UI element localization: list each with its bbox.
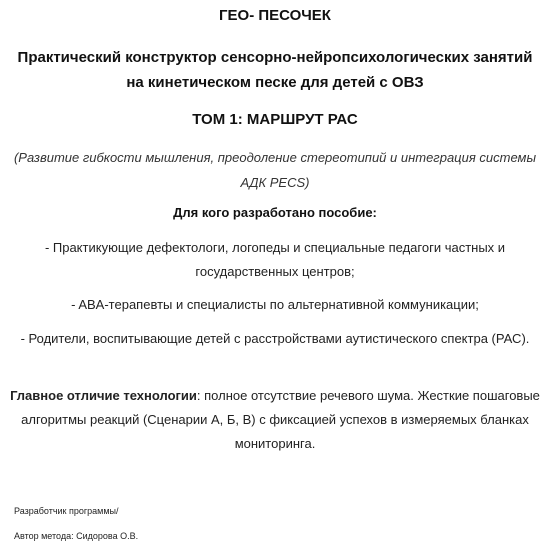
description-text: (Развитие гибкости мышления, преодоление стереотипий и интеграция системы АДК PECS): [13, 150, 537, 190]
main-difference-paragraph: [8, 384, 542, 456]
document-subtitle: Практический конструктор сенсорно-нейропсихологических занятий на кинетическом песке для детей с ОВЗ: [17, 49, 533, 91]
audience-item: - Родители, воспитывающие детей с расстройствами аутистического спектра (РАС).: [20, 331, 530, 346]
main-difference-label: Главное отличие технологии: [10, 388, 197, 403]
volume-title: ТОМ 1: МАРШРУТ РАС: [192, 111, 358, 128]
audience-item: - Практикующие дефектологи, логопеды и специальные педагоги частных и государственных центров;: [44, 240, 506, 279]
audience-item: - ABA-терапевты и специалисты по альтернативной коммуникации;: [71, 297, 479, 312]
main-difference-text: : полное отсутствие речевого шума. Жесткие пошаговые алгоритмы реакций (Сценарии А, Б, В) с фиксацией успехов в измеряемых бланках мониторинга.: [21, 388, 540, 451]
author-line: Автор метода: Сидорова О.В.: [14, 531, 139, 541]
document-title: ГЕО- ПЕСОЧЕК: [219, 7, 331, 24]
audience-heading: Для кого разработано пособие:: [173, 205, 377, 220]
developer-label: Разработчик программы/: [14, 506, 119, 516]
